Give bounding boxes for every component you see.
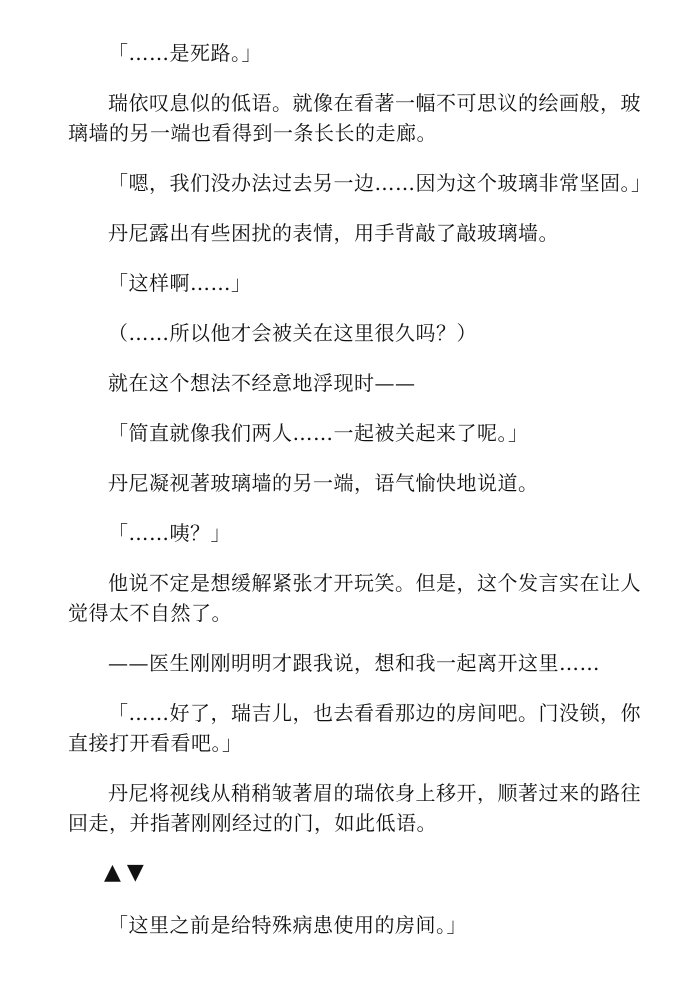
paragraph: 「嗯，我们没办法过去另一边……因为这个玻璃非常坚固。」 xyxy=(108,171,652,195)
paragraph: 丹尼凝视著玻璃墙的另一端，语气愉快地说道。 xyxy=(108,471,539,495)
paragraph: 丹尼将视线从稍稍皱著眉的瑞依身上移开，顺著过来的路往回走，并指著刚刚经过的门，如此低语。 xyxy=(68,781,641,835)
paragraph: 「简直就像我们两人……一起被关起来了呢。」 xyxy=(108,421,529,445)
paragraph: （……所以他才会被关在这里很久吗？） xyxy=(108,321,477,345)
paragraph: 就在这个想法不经意地浮现时—— xyxy=(108,371,416,395)
paragraph: 丹尼露出有些困扰的表情，用手背敲了敲玻璃墙。 xyxy=(108,221,559,245)
paragraph: 「这样啊……」 xyxy=(108,271,252,295)
paragraph: 「……咦？」 xyxy=(108,521,231,545)
paragraph: ——医生刚刚明明才跟我说，想和我一起离开这里…… xyxy=(108,651,600,675)
document-page xyxy=(68,38,652,960)
paragraph: 「……是死路。」 xyxy=(108,41,262,65)
paragraph: 他说不定是想缓解紧张才开玩笑。但是，这个发言实在让人觉得太不自然了。 xyxy=(68,571,641,625)
paragraph: 「这里之前是给特殊病患使用的房间。」 xyxy=(108,913,467,937)
paragraph: 「……好了，瑞吉儿，也去看看那边的房间吧。门没锁，你直接打开看看吧。」 xyxy=(68,701,641,755)
scene-separator: ▲▼ xyxy=(104,860,150,885)
paragraph: 瑞依叹息似的低语。就像在看著一幅不可思议的绘画般，玻璃墙的另一端也看得到一条长长的走廊。 xyxy=(68,91,641,145)
